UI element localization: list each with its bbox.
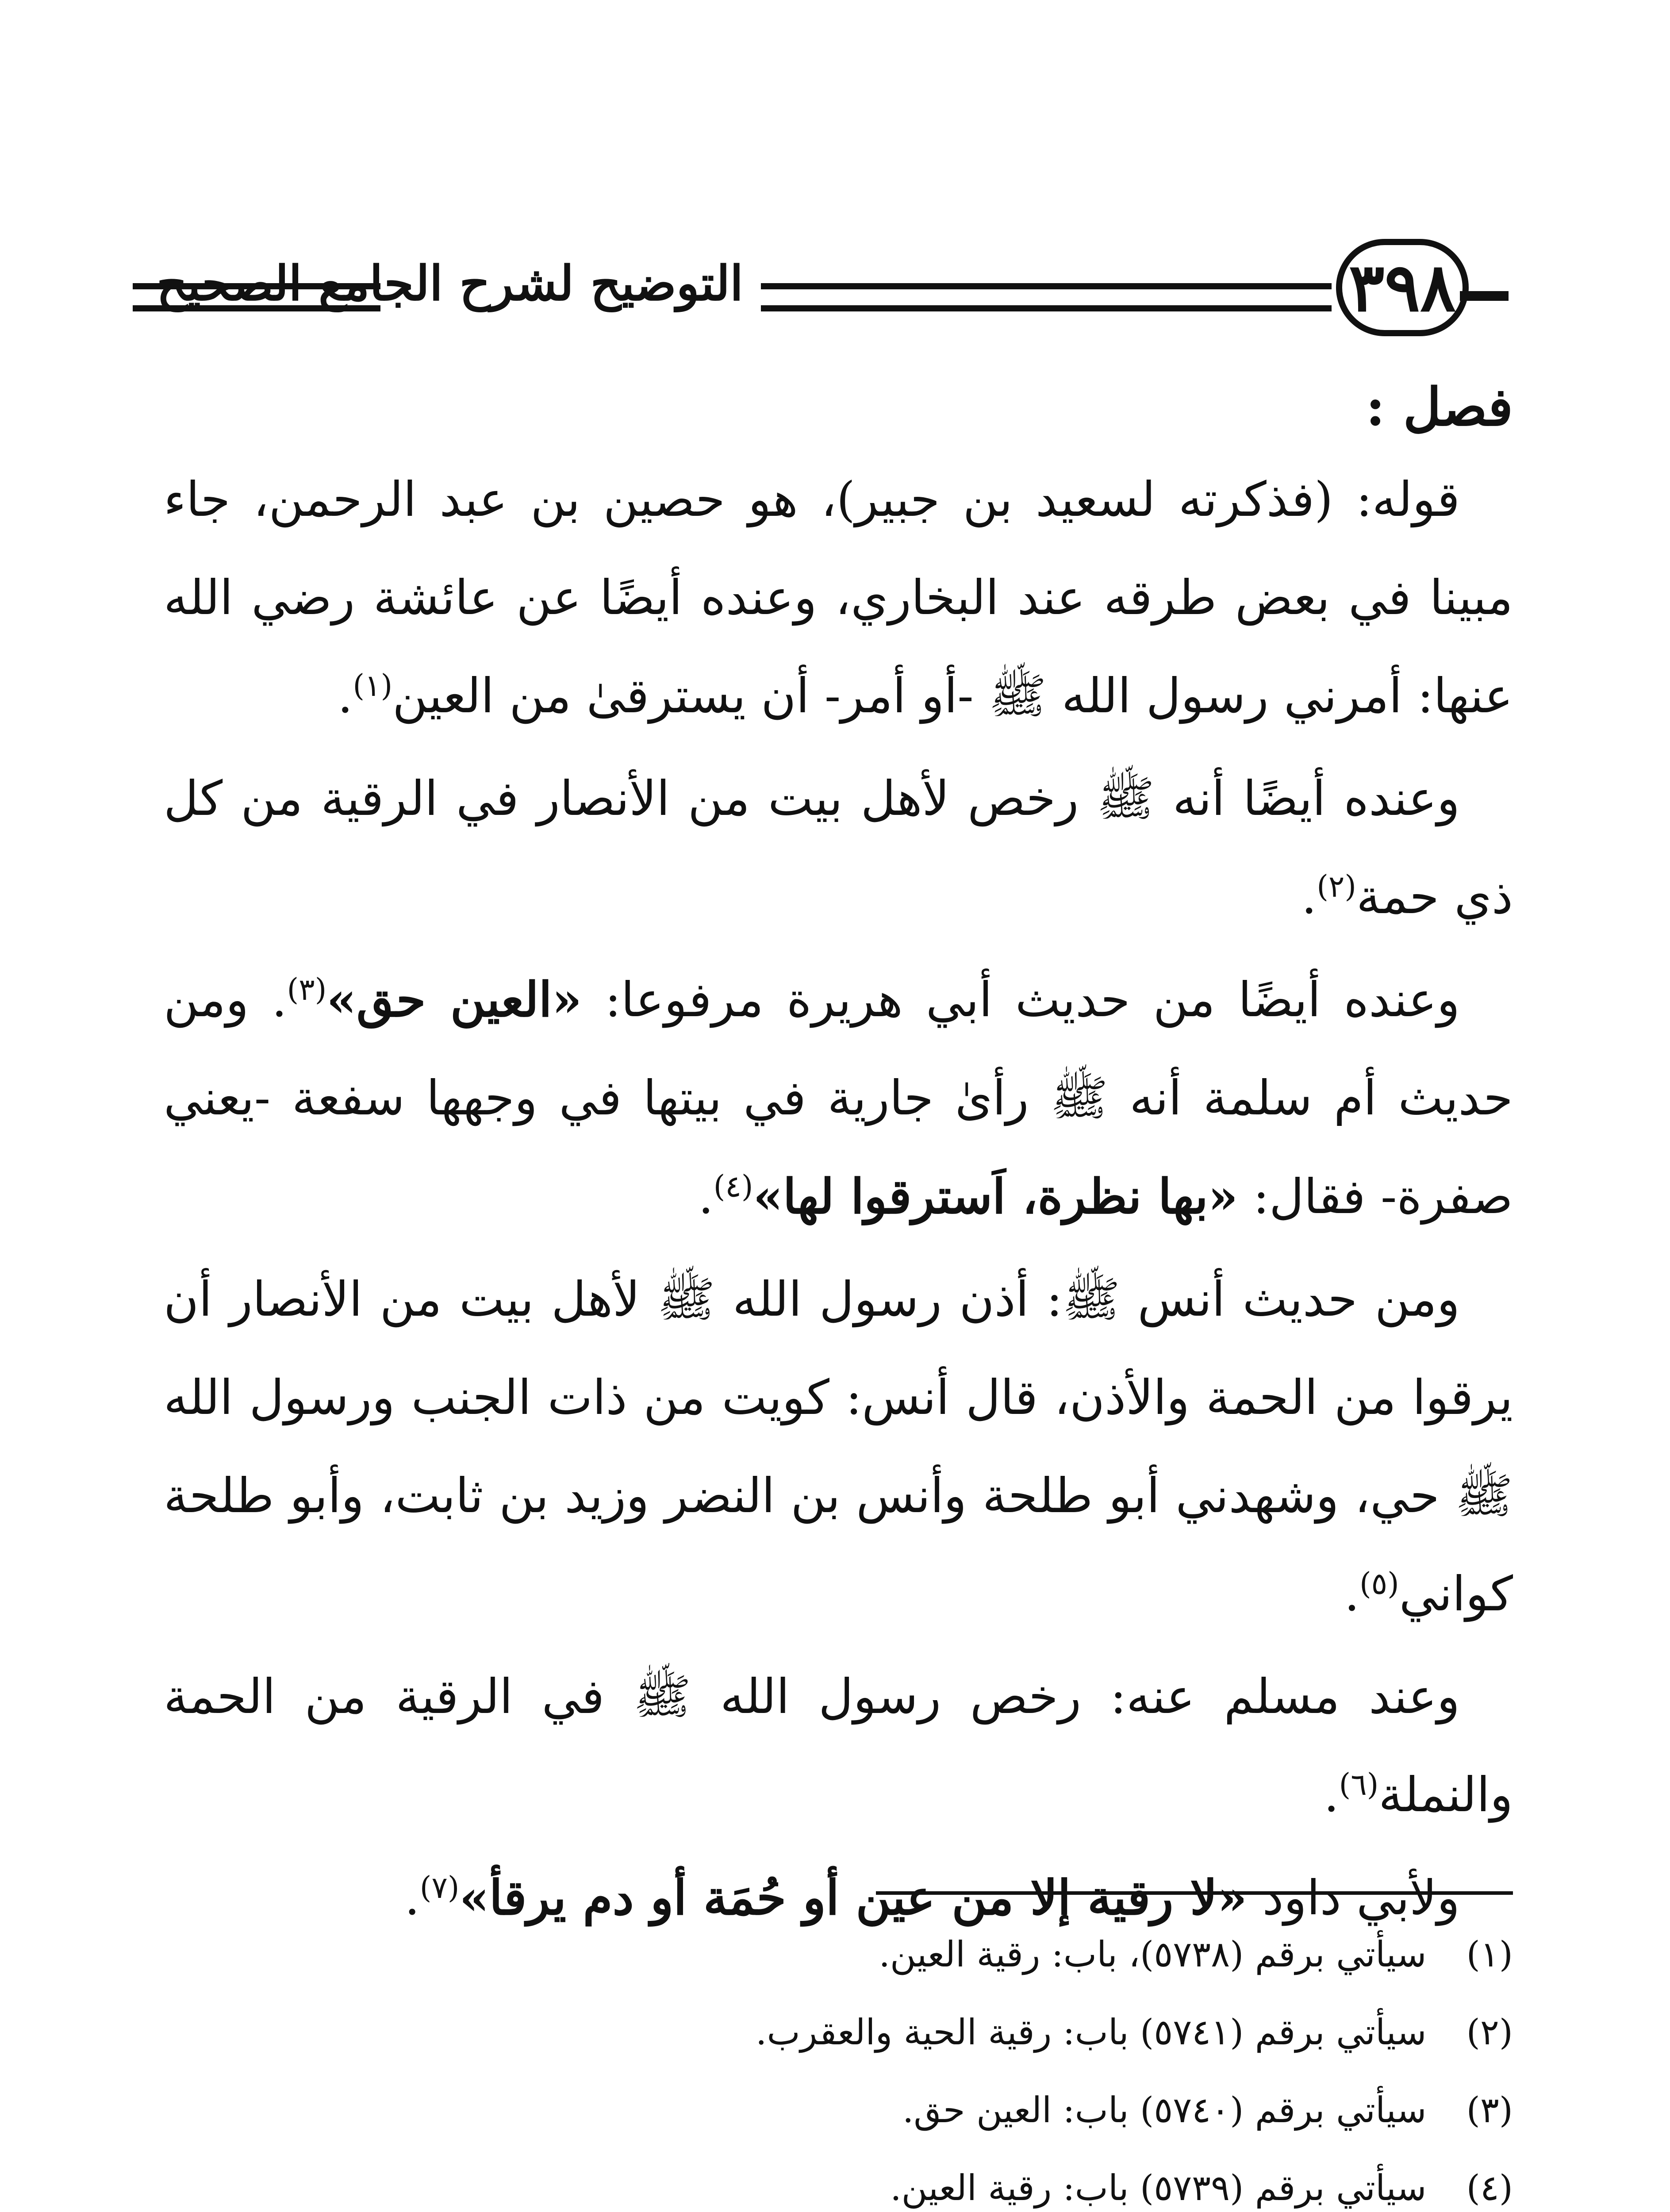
running-header (133, 239, 1509, 354)
footnote (164, 1916, 1513, 1993)
footnote-ref[interactable]: (٥) (1359, 1567, 1399, 1601)
paragraph-text: . (404, 1870, 420, 1926)
footnote-number: (٣) (1466, 2089, 1513, 2131)
paragraph-text: . ومن حديث أم سلمة أنه ﷺ رأىٰ جارية في بيتها في وجهها سفعة -يعني صفرة- فقال: (164, 972, 1513, 1225)
paragraph (164, 451, 1513, 745)
footnote-number: (٢) (1466, 2012, 1513, 2053)
footnote (164, 2149, 1513, 2212)
paragraph-text: ولأبي داود (1247, 1870, 1460, 1926)
paragraph-text: . (338, 668, 353, 724)
paragraph-text: . (698, 1169, 714, 1225)
footnote-ref[interactable]: (١) (353, 668, 393, 703)
footnotes (164, 1916, 1513, 2212)
footnote-separator (876, 1891, 1513, 1895)
hadith-quote: «بها نظرة، اَسترقوا لها» (753, 1169, 1238, 1225)
footnote (164, 1993, 1513, 2071)
footnote-text: سيأتي برقم (٥٧٣٩) باب: رقية العين. (890, 2167, 1427, 2208)
paragraph (164, 1648, 1513, 1844)
paragraph-text: وعنده أيضًا أنه ﷺ رخص لأهل بيت من الأنصار في الرقية من كل ذي حمة (164, 771, 1513, 925)
paragraph-text: وعنده أيضًا من حديث أبي هريرة مرفوعا: (582, 972, 1460, 1028)
page-number: ٣٩٨ (1336, 239, 1469, 336)
footnote-text: سيأتي برقم (٥٧٤٠) باب: العين حق. (902, 2089, 1427, 2131)
footnote-ref[interactable]: (٢) (1317, 869, 1356, 904)
paragraph (164, 951, 1513, 1246)
footnote (164, 2071, 1513, 2149)
paragraph-text: وعند مسلم عنه: رخص رسول الله ﷺ في الرقية من الحمة والنملة (164, 1669, 1513, 1823)
book-title: التوضيح لشرح الجامع الصحيح (156, 256, 743, 311)
footnote-text: سيأتي برقم (٥٧٤١) باب: رقية الحية والعقرب. (756, 2012, 1427, 2053)
footnote-ref[interactable]: (٦) (1339, 1767, 1379, 1802)
hadith-quote: «العين حق» (326, 972, 582, 1028)
header-rule (761, 283, 1332, 289)
paragraph-text: قوله: (فذكرته لسعيد بن جبير)، هو حصين بن عبد الرحمن، جاء مبينا في بعض طرقه عند البخاري، وعنده أيضًا عن عائشة رضي الله عنها: أمرني رسول الله ﷺ -أو أمر- أن يسترقىٰ من العين (164, 472, 1513, 724)
paragraph-text: . (1344, 1567, 1360, 1622)
paragraph-text: . (1301, 869, 1317, 925)
footnote-number: (٤) (1466, 2167, 1513, 2208)
paragraph (164, 1251, 1513, 1644)
section-heading: فصل : (1366, 376, 1513, 438)
footnote-ref[interactable]: (٤) (713, 1169, 753, 1204)
hadith-quote: «لا رقية إلا من عين أو حُمَة أو دم يرقأ» (459, 1870, 1248, 1926)
header-rule (1460, 291, 1509, 301)
paragraph-text: . (1324, 1767, 1339, 1823)
footnote-number: (١) (1466, 1934, 1513, 1975)
paragraph (164, 750, 1513, 946)
footnote-ref[interactable]: (٧) (419, 1870, 460, 1905)
footnote-text: سيأتي برقم (٥٧٣٨)، باب: رقية العين. (879, 1934, 1427, 1975)
footnote-ref[interactable]: (٣) (287, 972, 327, 1007)
main-text (164, 376, 1513, 1952)
paragraph-text: ومن حديث أنس ﷺ: أذن رسول الله ﷺ لأهل بيت من الأنصار أن يرقوا من الحمة والأذن، قال أنس: كويت من ذات الجنب ورسول الله ﷺ حي، وشهدني أبو طلحة وأنس بن النضر وزيد بن ثابت، وأبو طلحة كواني (164, 1272, 1513, 1622)
header-rule (761, 305, 1332, 311)
